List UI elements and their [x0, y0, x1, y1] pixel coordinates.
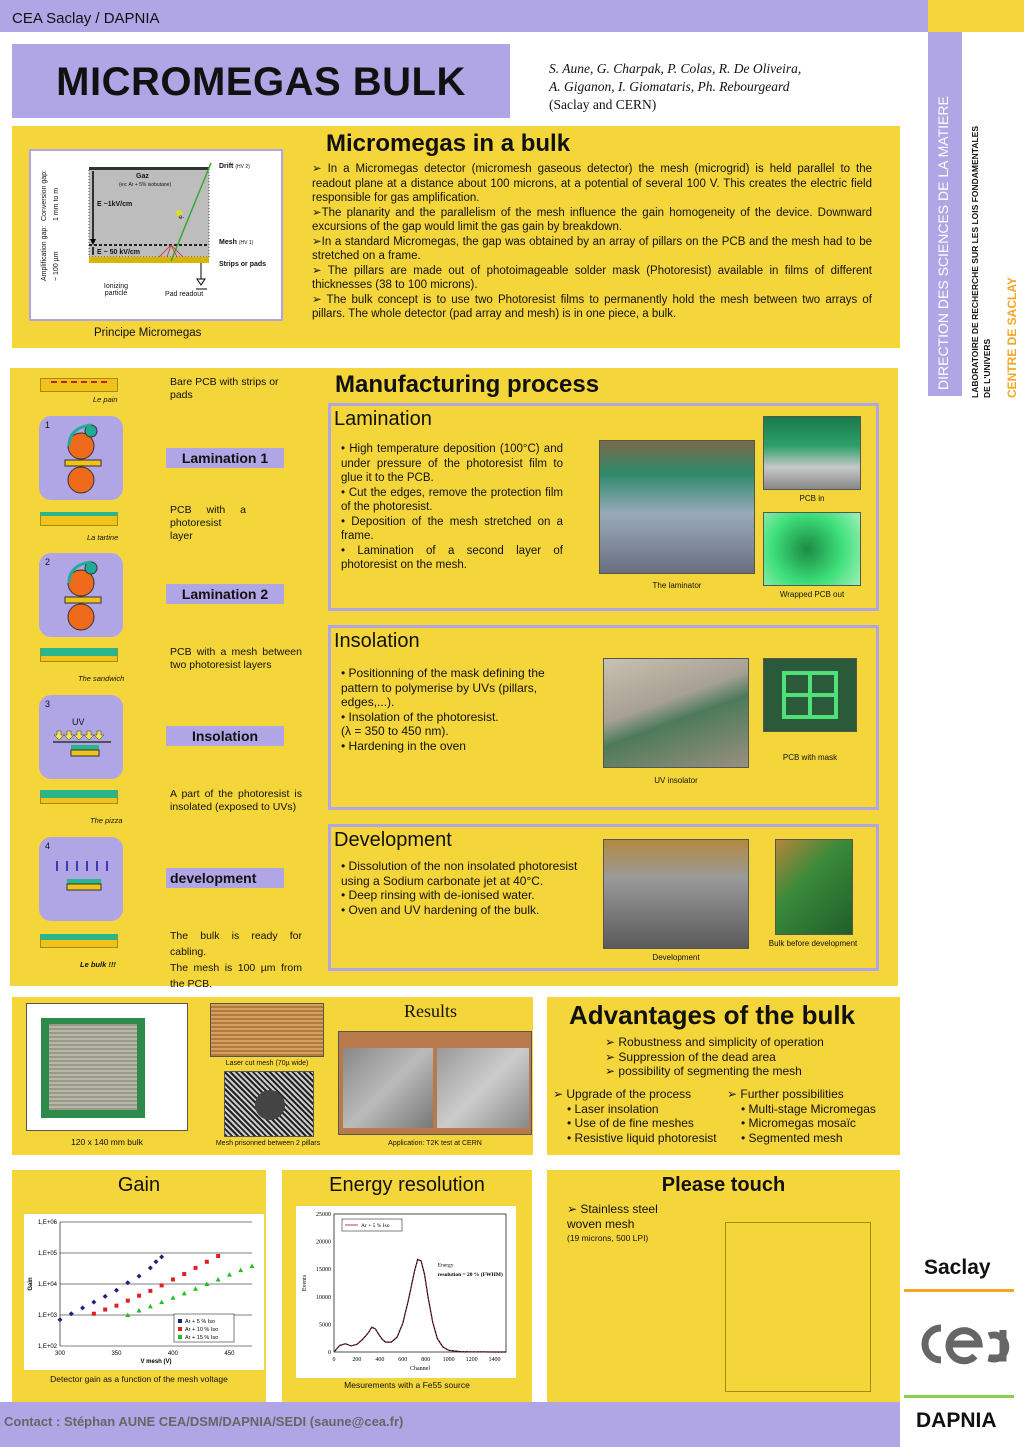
step1-number: 1: [45, 420, 51, 430]
principle-diagram: [29, 149, 283, 321]
gain-point: [114, 1304, 118, 1308]
energy-x-tick: 1000: [442, 1357, 455, 1363]
gain-legend-marker: [178, 1335, 182, 1339]
sidebar-band: [928, 32, 962, 396]
results-section: [12, 997, 533, 1155]
gain-point: [148, 1265, 153, 1270]
gain-point: [227, 1272, 232, 1277]
adv-main-1: ➢ Robustness and simplicity of operation: [605, 1035, 824, 1049]
lam-bullet-4: • Lamination of a second layer of photoresist on the mesh.: [341, 544, 563, 571]
energy-x-tick: 600: [398, 1357, 408, 1363]
step1-box: [39, 416, 123, 500]
authors-line-2: A. Giganon, I. Giomataris, Ph. Rebourgeard: [549, 79, 790, 94]
gain-point: [125, 1280, 130, 1285]
ins-bullet-2: • Insolation of the photoresist.: [341, 709, 499, 724]
development-bullets: [341, 859, 586, 917]
intro-para-4: ➢ The pillars are made out of photoimageable solder mask (Photoresist) available in films of different thicknesses (38 to 100 microns).: [312, 264, 872, 291]
step4-number: 4: [45, 841, 51, 851]
cap-bulk-size: 120 x 140 mm bulk: [71, 1137, 143, 1147]
cap-le-pain: Le pain: [93, 395, 118, 404]
diagram-mesh: Mesh (HV 1): [219, 239, 254, 246]
gain-point: [103, 1294, 108, 1299]
gain-y-label: Gain: [28, 1277, 34, 1291]
authors-affiliation: (Saclay and CERN): [549, 97, 657, 112]
gain-point: [182, 1291, 187, 1296]
diagram-ampl: Amplification gap:: [41, 225, 48, 281]
sidebar-direction: DIRECTION DES SCIENCES DE LA MATIERE: [935, 96, 951, 390]
step4-box: [39, 837, 123, 921]
gain-point: [216, 1277, 221, 1282]
step2-number: 2: [45, 557, 51, 567]
adv-right-3: • Micromegas mosaïc: [741, 1116, 856, 1130]
lam-bullet-2: • Cut the edges, remove the protection film of the photoresist.: [341, 486, 563, 513]
touch-section: [547, 1170, 900, 1402]
logo-saclay: Saclay: [924, 1256, 991, 1279]
cap-mesh-pillars: Mesh prisonned between 2 pillars: [215, 1140, 321, 1147]
adv-left-3: • Use of de fine meshes: [567, 1116, 694, 1130]
ins-bullet-1: • Positionning of the mask defining the pattern to polymerise by UVs (pillars, edges,...).: [341, 666, 545, 709]
t2k-photo: [338, 1031, 532, 1135]
gain-point: [103, 1308, 107, 1312]
gain-point: [148, 1304, 153, 1309]
pcb-in-photo: [763, 416, 861, 490]
manufacturing-heading: Manufacturing process: [335, 371, 600, 398]
pcb-bare: [40, 378, 118, 392]
energy-y-tick: 20000: [316, 1239, 331, 1246]
intro-para-5: ➢ The bulk concept is to use two Photoresist films to permanently hold the mesh between two arrays of pillars. The whole detector (pad array and mesh) is in one piece, a bulk.: [312, 293, 872, 320]
gain-y-tick: 1,E+05: [37, 1251, 57, 1257]
step3-number: 3: [45, 699, 51, 709]
step-lamination-1: Lamination 1: [166, 448, 284, 468]
energy-title: Energy resolution: [329, 1174, 485, 1196]
cap-bulk-before: Bulk before development: [768, 939, 858, 948]
insolation-bullets: [341, 666, 571, 753]
dev-bullet-2: • Deep rinsing with de-ionised water.: [341, 888, 535, 902]
energy-y-label: Events: [302, 1274, 308, 1292]
energy-y-tick: 25000: [316, 1212, 331, 1218]
energy-section: [282, 1170, 532, 1402]
gain-point: [137, 1308, 142, 1313]
poster-title: MICROMEGAS BULK: [12, 44, 510, 118]
bulk-120x140-photo: [26, 1003, 188, 1131]
gain-point: [154, 1259, 159, 1264]
touch-text: [567, 1202, 658, 1246]
advantages-main: [605, 1035, 824, 1079]
intro-para-2: ➢The planarity and the parallelism of the mesh influence the gain homogeneity of the device. Downward excursions of the gap would limit the gas gain by breakdown.: [312, 206, 872, 233]
diagram-gaz: Gaz: [136, 173, 149, 180]
lamination-bullets: [341, 442, 563, 573]
step-dev-text-2: The mesh is 100 µm from the PCB.: [170, 962, 302, 990]
gain-y-tick: 1,E+02: [37, 1344, 57, 1350]
gain-point: [148, 1289, 152, 1293]
authors-line-1: S. Aune, G. Charpak, P. Colas, R. De Oliveira,: [549, 61, 802, 76]
gain-section: [12, 1170, 266, 1402]
step-development: development: [166, 868, 284, 888]
pcb-sandwich: [40, 648, 118, 662]
ins-bullet-4: • Hardening in the oven: [341, 738, 466, 753]
step-lam1-text: PCB with a photoresist layer: [170, 504, 246, 542]
diagram-strips: Strips or pads: [219, 261, 267, 268]
sidebar-lab-line2: DE L'UNIVERS: [982, 338, 992, 398]
ins-bullet-3: (λ = 350 to 450 nm).: [341, 724, 449, 738]
divider-green: [904, 1395, 1014, 1398]
gain-point: [194, 1266, 198, 1270]
adv-left-2: • Laser insolation: [567, 1101, 659, 1116]
logo-dapnia: DAPNIA: [916, 1409, 997, 1432]
adv-right-4: • Segmented mesh: [741, 1130, 843, 1145]
intro-caption: Principe Micromegas: [94, 327, 202, 339]
footer-contact: [0, 1402, 900, 1447]
gain-title: Gain: [117, 1174, 161, 1196]
step-ins-text: A part of the photoresist is insolated (exposed to UVs): [170, 788, 302, 813]
diagram-gaz-sub: (ex: Ar + 5% isobutane): [119, 182, 172, 188]
dev-bullet-3: • Oven and UV hardening of the bulk.: [341, 902, 540, 917]
gain-point: [69, 1311, 74, 1316]
touch-title: Please touch: [661, 1174, 786, 1196]
diagram-ampl2: ~ 100 µm: [53, 251, 60, 281]
gain-point: [126, 1299, 130, 1303]
energy-frame: [334, 1214, 506, 1352]
intro-para-3: ➢In a standard Micromegas, the gap was obtained by an array of pillars on the PCB and the mesh had to be stretched on a frame.: [312, 235, 872, 262]
cap-laser-mesh: Laser cut mesh (70µ wide): [225, 1060, 309, 1067]
development-photo: [603, 839, 749, 949]
intro-text: [312, 162, 872, 322]
adv-left-4: • Resistive liquid photoresist: [567, 1130, 717, 1145]
gain-chart: [24, 1214, 264, 1370]
advantages-section: [547, 997, 900, 1155]
cap-pcb-mask: PCB with mask: [782, 753, 838, 762]
pcb-pizza: [40, 790, 118, 804]
energy-annotation-1: Energy: [437, 1262, 454, 1269]
energy-x-tick: 1400: [488, 1357, 501, 1363]
cap-tartine: La tartine: [87, 533, 119, 542]
energy-chart: [296, 1206, 516, 1378]
diagram-conv2: 1 mm to m: [53, 187, 60, 221]
gain-point: [205, 1260, 209, 1264]
gain-point: [114, 1288, 119, 1293]
development-panel: [328, 824, 879, 971]
diagram-e1: E ~1kV/cm: [97, 201, 133, 208]
energy-y-tick: 0: [328, 1350, 331, 1356]
development-title: Development: [334, 829, 452, 851]
gain-point: [58, 1317, 63, 1322]
adv-main-3: ➢ possibility of segmenting the mesh: [605, 1064, 802, 1078]
gain-point: [137, 1274, 142, 1279]
sidebar-lab-line1: LABORATOIRE DE RECHERCHE SUR LES LOIS FONDAMENTALES: [970, 125, 980, 398]
advantages-title: Advantages of the bulk: [569, 1000, 856, 1030]
gain-point: [91, 1300, 96, 1305]
gain-legend-label: Ar + 10 % Iso: [185, 1327, 219, 1333]
diagram-electron: e-: [179, 215, 185, 221]
adv-right-2: • Multi-stage Micromegas: [741, 1101, 876, 1116]
diagram-pad: Pad readout: [165, 291, 204, 298]
touch-line-1: ➢ Stainless steel: [567, 1202, 658, 1216]
cap-pcb-in: PCB in: [799, 494, 825, 503]
wrapped-pcb-photo: [763, 512, 861, 586]
gain-y-tick: 1,E+06: [37, 1220, 57, 1226]
energy-y-tick: 5000: [319, 1322, 331, 1329]
gain-legend-label: Ar + 15 % Iso: [185, 1335, 219, 1341]
gain-point: [159, 1254, 164, 1259]
header-bar: [0, 0, 928, 32]
gain-point: [182, 1272, 186, 1276]
energy-y-tick: 15000: [316, 1267, 331, 1274]
gain-legend-label: Ar + 5 % Iso: [185, 1319, 216, 1325]
energy-x-tick: 800: [421, 1357, 431, 1363]
pcb-tartine: [40, 512, 118, 526]
sidebar-centre: CENTRE DE SACLAY: [1005, 277, 1019, 398]
divider-orange: [904, 1289, 1014, 1292]
diagram-e2: E ~ 50 kV/cm: [97, 249, 141, 256]
insolation-title: Insolation: [334, 630, 420, 652]
step3-box: [39, 695, 123, 779]
step-insolation: Insolation: [166, 726, 284, 746]
dev-bullet-1: • Dissolution of the non insolated photoresist using a Sodium carbonate jet at 40°C.: [341, 859, 578, 888]
header-corner: [928, 0, 1024, 32]
insolation-panel: [328, 625, 879, 810]
intro-para-1: ➢ In a Micromegas detector (micromesh gaseous detector) the mesh (microgrid) is held parallel to the readout plane at a distance about 100 microns, at a potential of several 100 V. This creates the electric field responsible for gas amplification.: [312, 163, 872, 204]
intro-section: [12, 126, 900, 348]
energy-x-tick: 0: [332, 1357, 336, 1363]
touch-line-3: (19 microns, 500 LPI): [567, 1233, 649, 1243]
energy-annotation-2: resolution = 20 % (FWHM): [437, 1271, 503, 1278]
adv-main-2: ➢ Suppression of the dead area: [605, 1049, 776, 1064]
diagram-drift: Drift (HV 2): [219, 163, 250, 170]
gain-x-tick: 300: [54, 1351, 66, 1357]
lamination-panel: [328, 403, 879, 611]
gain-caption: Detector gain as a function of the mesh voltage: [50, 1374, 228, 1384]
gain-x-tick: 350: [111, 1351, 122, 1357]
step-lamination-2: Lamination 2: [166, 584, 284, 604]
cap-development: Development: [652, 953, 700, 962]
cea-logo: [905, 1300, 1015, 1390]
gain-point: [216, 1254, 220, 1258]
cap-wrapped: Wrapped PCB out: [779, 590, 845, 599]
pcb-mask-photo: [763, 658, 857, 732]
diagram-conv: Conversion gap:: [41, 170, 48, 221]
gain-point: [170, 1295, 175, 1300]
energy-caption: Mesurements with a Fe55 source: [344, 1380, 470, 1390]
manufacturing-section: [10, 368, 898, 990]
touch-line-2: woven mesh: [567, 1216, 635, 1231]
intro-heading: Micromegas in a bulk: [326, 130, 571, 157]
results-title: Results: [404, 1001, 458, 1021]
advantages-right: [727, 1087, 876, 1145]
gain-point: [137, 1294, 141, 1298]
gain-point: [160, 1283, 164, 1287]
step-dev-text-1: The bulk is ready for cabling.: [170, 930, 302, 958]
advantages-left: [553, 1087, 717, 1145]
energy-y-tick: 10000: [316, 1294, 331, 1301]
step-lam2-text: PCB with a mesh between two photoresist layers: [170, 646, 302, 671]
cap-pizza: The pizza: [90, 816, 123, 825]
energy-x-label: Channel: [410, 1366, 430, 1372]
gain-point: [250, 1264, 255, 1269]
gain-y-tick: 1,E+04: [37, 1282, 57, 1288]
cap-sandwich: The sandwich: [78, 674, 125, 683]
gain-point: [159, 1300, 164, 1305]
uv-insolator-photo: [603, 658, 749, 768]
step-dev-text: [170, 928, 302, 992]
energy-x-tick: 1200: [465, 1357, 478, 1363]
cap-laminator: The laminator: [652, 581, 702, 590]
gain-legend-marker: [178, 1319, 182, 1323]
bulk-before-photo: [775, 839, 853, 935]
step3-uv-label: UV: [72, 717, 85, 727]
mesh-sample-area[interactable]: [725, 1222, 871, 1392]
gain-x-tick: 400: [167, 1351, 178, 1357]
gain-point: [193, 1286, 198, 1291]
laser-mesh-photo: [210, 1003, 324, 1057]
laminator-photo: [599, 440, 755, 574]
step-bare-text: Bare PCB with strips or pads: [170, 376, 279, 401]
cap-t2k: Application: T2K test at CERN: [388, 1140, 482, 1147]
gain-point: [92, 1312, 96, 1316]
lam-bullet-3: • Deposition of the mesh stretched on a frame.: [341, 515, 563, 542]
step2-box: [39, 553, 123, 637]
diagram-ionizing: Ionizing particle: [103, 283, 129, 297]
energy-legend-label: Ar + 5 % Iso: [361, 1223, 390, 1229]
contact-text: Contact : Stéphan AUNE CEA/DSM/DAPNIA/SEDI (saune@cea.fr): [4, 1414, 404, 1429]
org-name: CEA Saclay / DAPNIA: [12, 10, 160, 27]
lamination-title: Lamination: [334, 408, 432, 430]
gain-point: [171, 1277, 175, 1281]
gain-point: [80, 1305, 85, 1310]
cap-uv-insolator: UV insolator: [654, 776, 698, 785]
mesh-pillars-photo: [224, 1071, 314, 1137]
gain-legend-marker: [178, 1327, 182, 1331]
lam-bullet-1: • High temperature deposition (100°C) and under pressure of the photoresist film to glue it to the PCB.: [341, 443, 563, 484]
gain-y-tick: 1,E+03: [37, 1313, 57, 1319]
adv-left-1: ➢ Upgrade of the process: [553, 1087, 692, 1101]
gain-x-tick: 450: [224, 1351, 235, 1357]
adv-right-1: ➢ Further possibilities: [727, 1087, 844, 1101]
pcb-bulk: [40, 934, 118, 948]
gain-x-label: V mesh (V): [140, 1359, 172, 1365]
gain-point: [238, 1268, 243, 1273]
cap-le-bulk: Le bulk !!!: [80, 960, 116, 969]
authors: [549, 60, 909, 114]
energy-x-tick: 400: [375, 1357, 385, 1363]
energy-x-tick: 200: [352, 1357, 362, 1363]
